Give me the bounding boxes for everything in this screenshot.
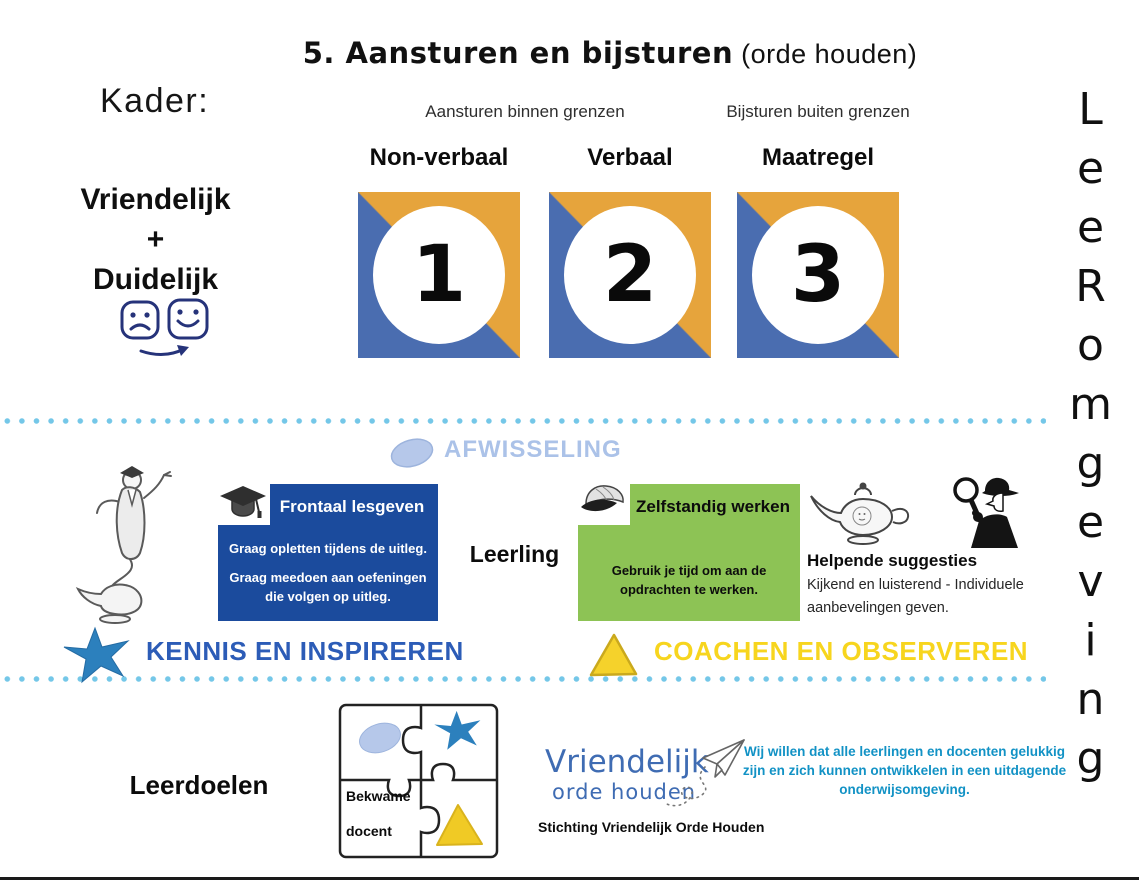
step-number-1: 1 (411, 230, 467, 320)
detective-magnifier-icon (948, 474, 1026, 550)
step-square-3 (737, 192, 899, 358)
afwisseling-label: AFWISSELING (444, 436, 622, 463)
helpende-line2: aanbevelingen geven. (807, 600, 949, 616)
leerdoelen-label: Leerdoelen (129, 770, 269, 800)
zelfstandig-body (588, 562, 790, 600)
frontaal-body (228, 540, 428, 617)
zelfstandig-notch (578, 484, 630, 525)
bottom-rule (0, 877, 1139, 880)
blob-icon (388, 436, 436, 470)
page-title-suffix: (orde houden) (741, 39, 918, 69)
vertical-label-leeromgeving: LeeRomgeving (1065, 84, 1116, 792)
frontaal-notch (218, 484, 270, 525)
kader-block (38, 180, 273, 300)
dotted-divider-bottom (0, 675, 1046, 683)
paper-plane-icon (655, 736, 751, 818)
leerling-label: Leerling (469, 541, 560, 567)
frontaal-body-line1: Graag opletten tijdens de uitleg. (229, 541, 427, 556)
star-icon (58, 624, 140, 684)
frontaal-body-line2: Graag meedoen aan oefeningen die volgen op uitleg. (229, 569, 427, 604)
puzzle-word-docent: docent (346, 823, 392, 839)
caption-bijsturen: Bijsturen buiten grenzen (726, 102, 910, 121)
page-title (290, 36, 930, 70)
puzzle-word-bekwame: Bekwame (346, 788, 411, 804)
step-label-nonverbaal: Non-verbaal (369, 144, 509, 171)
step-label-verbaal: Verbaal (587, 144, 673, 171)
step-number-2: 2 (602, 230, 658, 320)
zelfstandig-werken-box (578, 484, 800, 621)
dotted-divider-top (0, 417, 1046, 425)
frontaal-lesgeven-box (218, 484, 438, 621)
logo-line-orde-houden: orde houden (552, 780, 697, 804)
zelfstandig-title: Zelfstandig werken (636, 497, 790, 516)
step-square-2 (549, 192, 711, 358)
helpende-line1: Kijkend en luisterend - Individuele (807, 577, 1024, 593)
coachen-en-observeren-label: COACHEN EN OBSERVEREN (654, 636, 1029, 666)
flat-cap-icon (576, 480, 628, 520)
kennis-en-inspireren-label: KENNIS EN INSPIREREN (146, 636, 464, 666)
helpende-title: Helpende suggesties (807, 551, 978, 570)
step-number-3: 3 (790, 230, 846, 320)
logo-line-vriendelijk: Vriendelijk (545, 744, 709, 780)
step-circle-1 (373, 206, 505, 344)
kader-word-vriendelijk: Vriendelijk (80, 183, 231, 216)
sad-happy-faces-icon (118, 297, 214, 359)
kader-label: Kader: (100, 82, 210, 120)
page-title-main: 5. Aansturen en bijsturen (302, 36, 734, 70)
step-label-maatregel: Maatregel (761, 144, 875, 171)
kader-plus: + (146, 223, 165, 256)
step-square-1 (358, 192, 520, 358)
graduation-cap-icon (216, 480, 268, 524)
genie-lamp-icon (806, 480, 918, 548)
stichting-label: Stichting Vriendelijk Orde Houden (538, 819, 765, 835)
caption-aansturen: Aansturen binnen grenzen (425, 102, 625, 121)
step-circle-3 (752, 206, 884, 344)
mission-statement: Wij willen dat alle leerlingen en docenten gelukkig zijn en zich kunnen ontwikkelen in een uitdagende onderwijsomgeving. (742, 744, 1067, 798)
triangle-icon (586, 631, 640, 678)
step-circle-2 (564, 206, 696, 344)
kader-word-duidelijk: Duidelijk (92, 263, 219, 296)
frontaal-title: Frontaal lesgeven (279, 497, 425, 516)
genie-teacher-illustration (70, 458, 190, 628)
zelfstandig-body-line: Gebruik je tijd om aan de opdrachten te werken. (611, 563, 767, 597)
